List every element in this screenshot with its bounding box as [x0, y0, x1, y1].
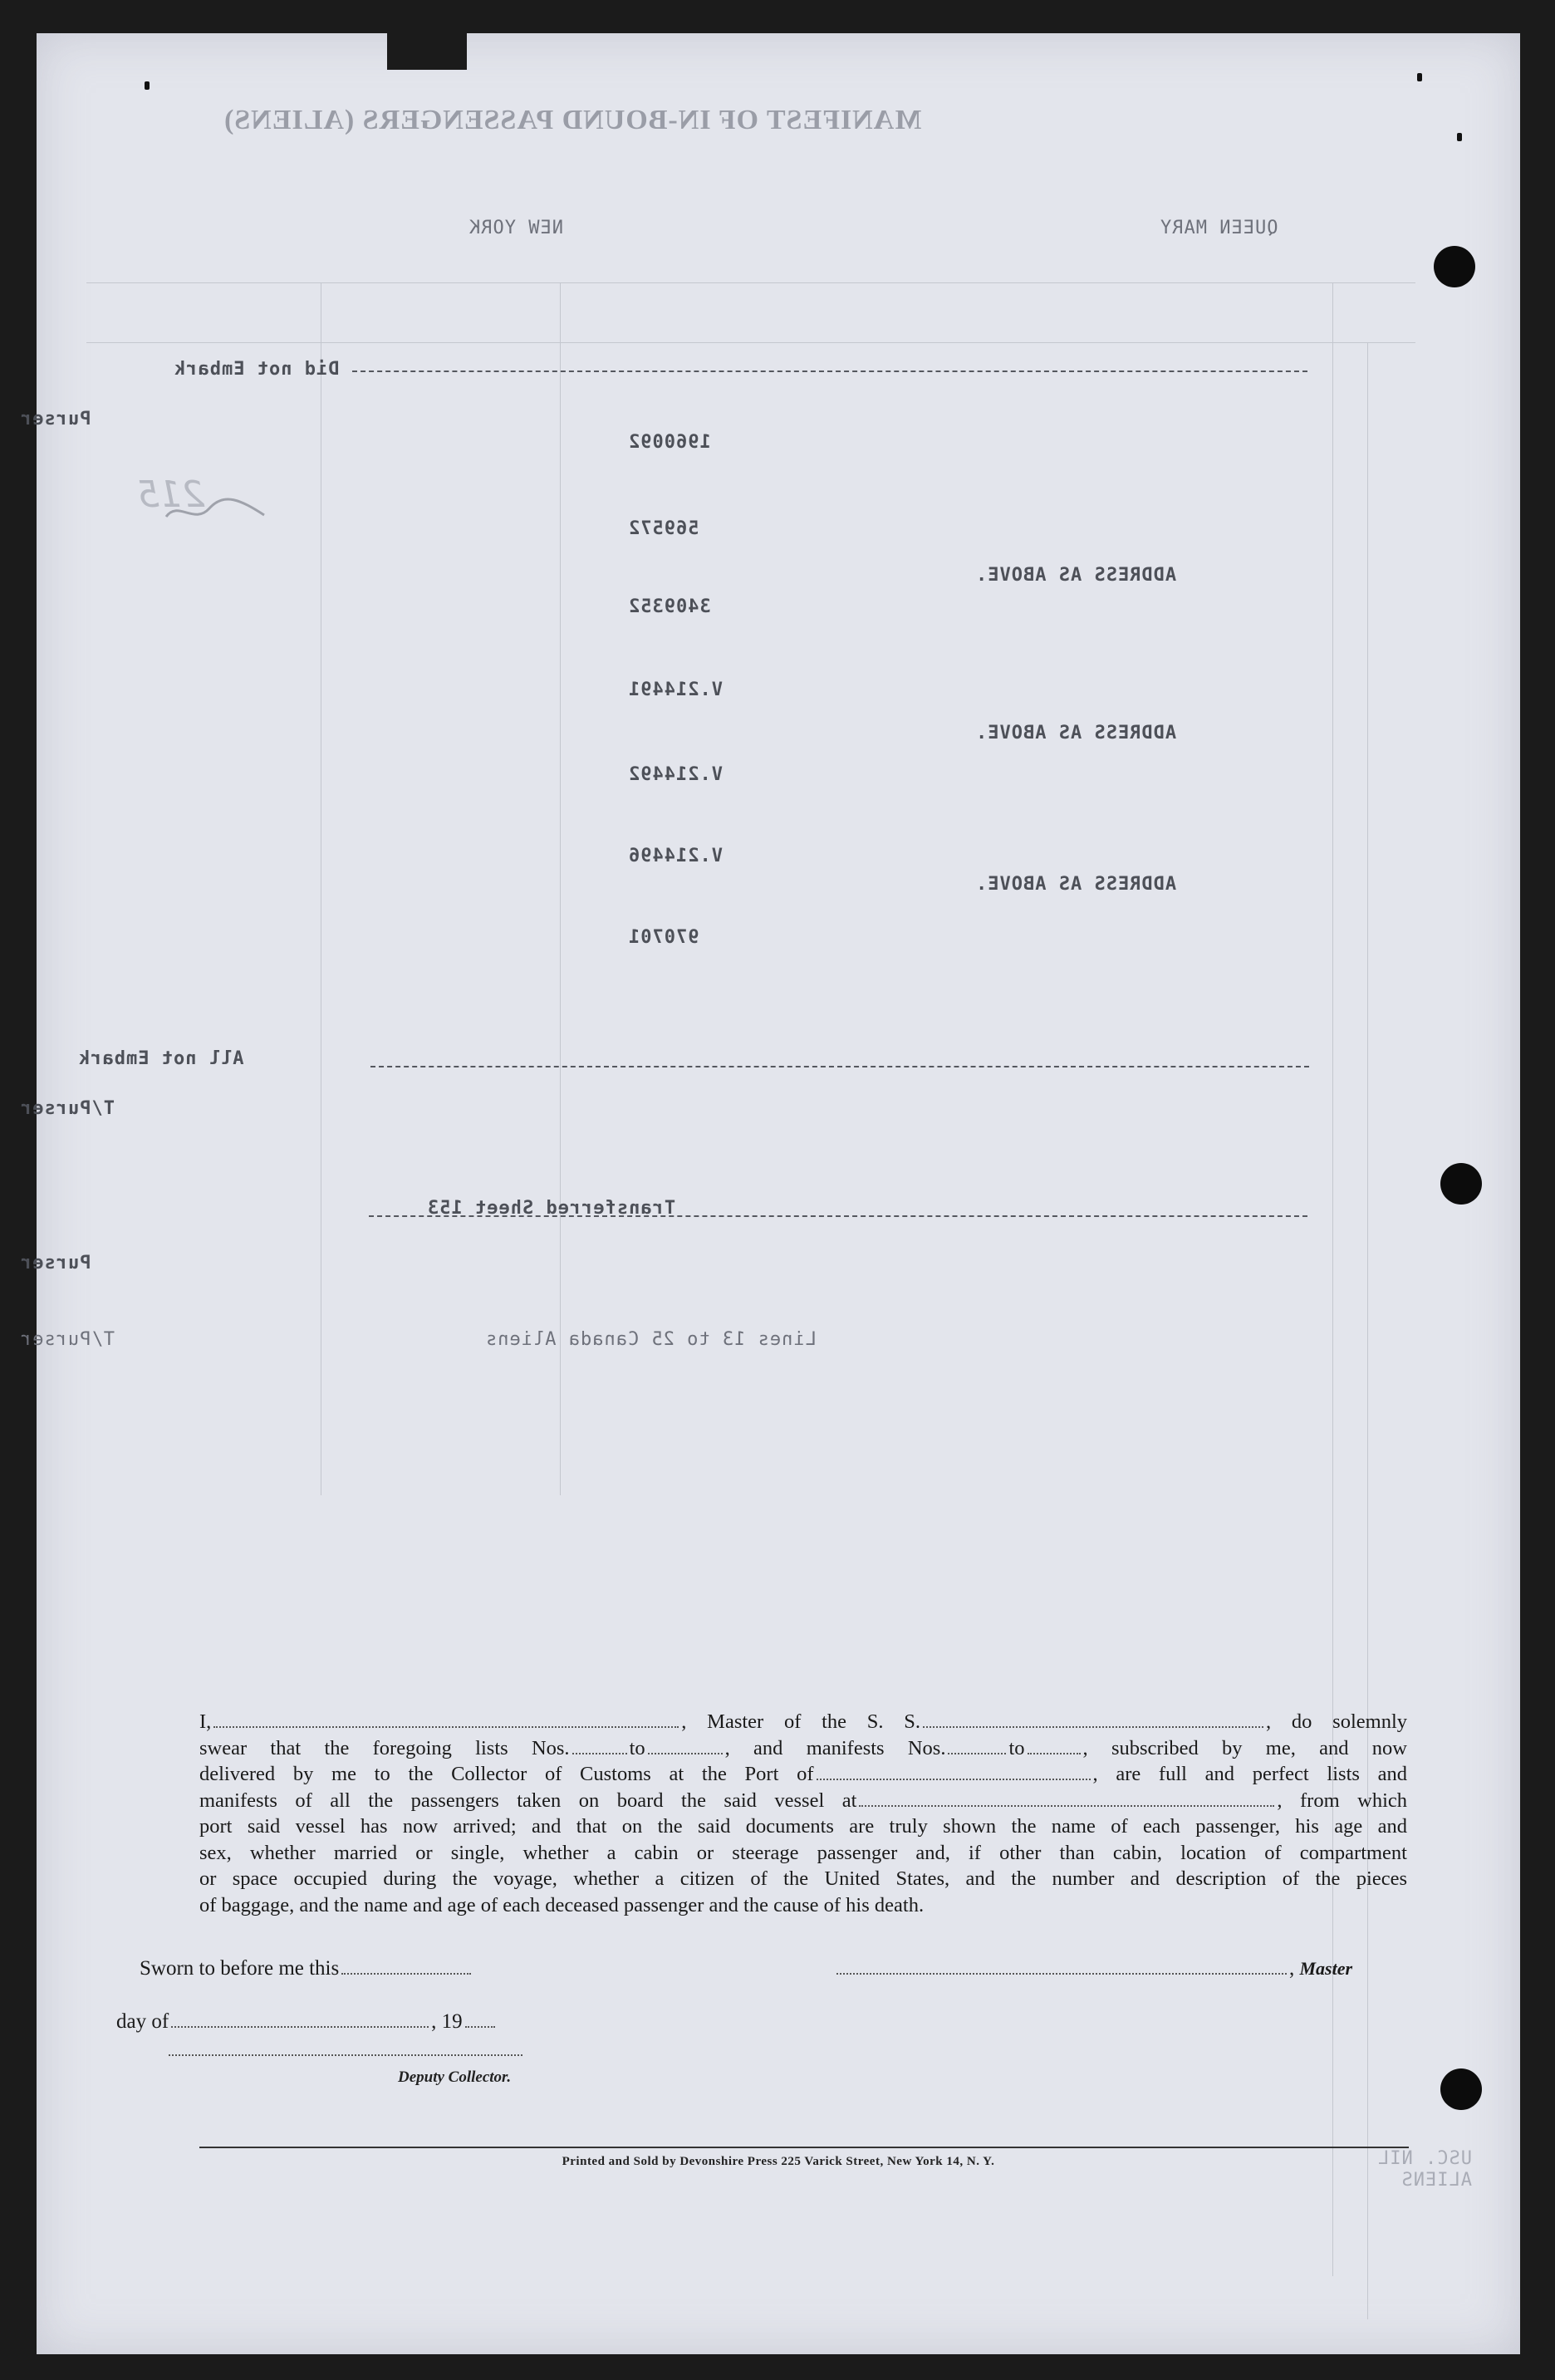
master-signature-line: , Master	[834, 1957, 1352, 1980]
oath-text: manifests of all the passengers taken on board the said vessel at	[199, 1789, 857, 1812]
deputy-signature-line	[166, 2039, 525, 2062]
torn-corner	[387, 33, 467, 70]
punch-hole	[1434, 246, 1475, 287]
oath-text: , Master of the S. S.	[681, 1710, 921, 1733]
bleed-number: V.214491	[628, 680, 723, 700]
bleed-purser-note: T/Purser	[20, 1329, 115, 1350]
lists-to-blank[interactable]	[648, 1753, 723, 1754]
oath-line: of baggage, and the name and age of each deceased passenger and the cause of his death.	[199, 1893, 925, 1916]
bleed-purser-note: Purser	[20, 409, 91, 429]
oath-line: port said vessel has now arrived; and that on the said documents are truly shown the name of each passenger, his age and	[199, 1815, 1407, 1838]
oath-line	[199, 1788, 1407, 1814]
bleed-number: V.214496	[628, 846, 723, 866]
strike-line	[370, 1066, 1309, 1067]
deputy-collector-label: Deputy Collector.	[398, 2068, 512, 2086]
master-oath	[199, 1709, 1407, 1918]
oath-line	[199, 1709, 1407, 1735]
punch-hole	[1440, 1163, 1482, 1205]
sworn-line	[140, 1957, 473, 1980]
bleed-port-name: NEW YORK	[468, 218, 563, 238]
day-of-line	[116, 2010, 498, 2034]
manifests-from-blank[interactable]	[948, 1753, 1006, 1754]
sworn-label: Sworn to before me this	[140, 1957, 340, 1980]
bleed-header-title: MANIFEST OF IN-BOUND PASSENGERS (ALIENS)	[223, 105, 922, 135]
deputy-signature-blank[interactable]	[169, 2054, 522, 2056]
bleed-did-not-embark: Did not Embark	[174, 359, 340, 380]
embark-port-blank[interactable]	[859, 1805, 1274, 1807]
manifest-sheet	[20, 33, 1520, 2354]
oath-line	[199, 1761, 1407, 1788]
oath-text: , are full and perfect lists and	[1092, 1763, 1407, 1785]
bleed-number: 569572	[628, 518, 699, 539]
oath-line: sex, whether married or single, whether a cabin or steerage passenger and, if other than cabin, location of compartment	[199, 1841, 1407, 1864]
oath-text: to	[629, 1736, 645, 1759]
bleed-address: ADDRESS AS ABOVE.	[975, 723, 1177, 743]
form-margin-divider	[1367, 342, 1368, 2319]
handwritten-mark	[161, 492, 269, 533]
year-label: , 19	[431, 2010, 463, 2033]
oath-text: , from which	[1277, 1789, 1408, 1812]
bleed-page-number: 215	[136, 474, 205, 516]
sworn-date-blank[interactable]	[341, 1973, 471, 1975]
bleed-margin-code: USC. NIL ALIENS	[1377, 2148, 1472, 2191]
form-column-header-rule	[86, 342, 1415, 343]
year-blank[interactable]	[465, 2026, 495, 2028]
ship-name-blank[interactable]	[923, 1726, 1263, 1728]
master-signature-blank[interactable]	[836, 1973, 1287, 1975]
form-header-rule	[86, 282, 1415, 283]
master-label: Master	[1299, 1958, 1353, 1979]
oath-text: , and manifests Nos.	[724, 1736, 946, 1759]
bleed-address: ADDRESS AS ABOVE.	[975, 565, 1177, 586]
lists-from-blank[interactable]	[572, 1753, 627, 1754]
ink-speck	[1417, 73, 1422, 81]
bleed-all-not-embark: All not Embark	[78, 1048, 244, 1069]
bleed-number: 970701	[628, 927, 699, 948]
form-column-divider	[560, 282, 561, 1495]
punch-hole	[1440, 2068, 1482, 2110]
bleed-address: ADDRESS AS ABOVE.	[975, 874, 1177, 895]
footer-rule	[199, 2147, 1409, 2148]
printer-imprint: Printed and Sold by Devonshire Press 225 Varick Street, New York 14, N. Y.	[562, 2155, 995, 2168]
bleed-number: 1960092	[628, 432, 711, 453]
manifests-to-blank[interactable]	[1028, 1753, 1081, 1754]
ink-speck	[145, 81, 150, 90]
oath-text: , do solemnly	[1266, 1710, 1407, 1733]
oath-text: to	[1008, 1736, 1025, 1759]
port-blank[interactable]	[817, 1779, 1091, 1780]
bleed-transferred-note: Transferred Sheet 153	[427, 1198, 676, 1219]
bleed-number: 3409352	[628, 596, 711, 617]
oath-text: , subscribed by me, and now	[1082, 1736, 1407, 1759]
oath-line	[199, 1735, 1407, 1762]
day-of-blank[interactable]	[171, 2026, 429, 2028]
oath-text: I,	[199, 1710, 212, 1733]
oath-text: delivered by me to the Collector of Customs at the Port of	[199, 1763, 814, 1785]
bleed-number: V.214492	[628, 764, 723, 785]
master-name-blank[interactable]	[213, 1726, 679, 1728]
bleed-ship-name: QUEEN MARY	[1160, 218, 1278, 238]
bleed-purser-note: Purser	[20, 1253, 91, 1273]
oath-text: swear that the foregoing lists Nos.	[199, 1736, 570, 1759]
bleed-purser-note: T/Purser	[20, 1098, 115, 1119]
oath-line: or space occupied during the voyage, whether a citizen of the United States, and the number and description of the pieces	[199, 1867, 1407, 1890]
strike-line	[352, 370, 1307, 372]
day-of-label: day of	[116, 2010, 169, 2033]
bleed-lines-note: Lines 13 to 25 Canada Aliens	[485, 1329, 817, 1350]
ink-speck	[1457, 133, 1462, 141]
